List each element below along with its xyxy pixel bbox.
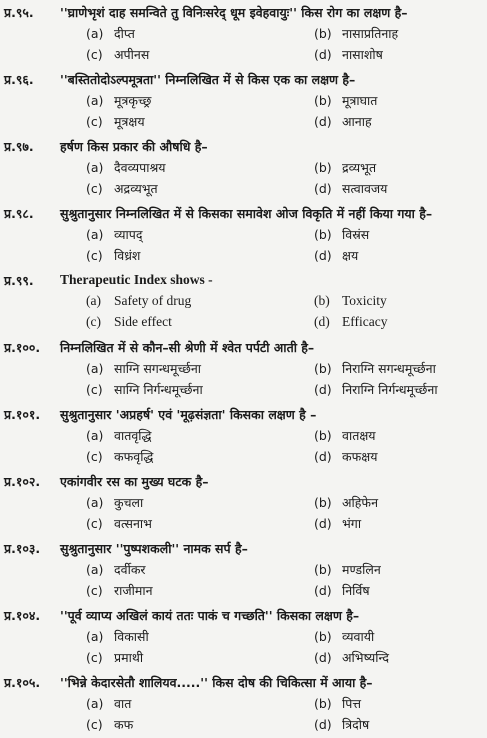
answer-option: [314, 314, 387, 330]
question-item: [0, 136, 487, 202]
answer-option: [314, 695, 361, 712]
option-label: (c): [86, 382, 103, 397]
option-text: वात: [114, 696, 132, 711]
question-item: [0, 337, 487, 403]
option-label: (a): [86, 562, 104, 577]
question-text: सुश्रुतानुसार 'अप्रहर्ष' एवं 'मूढ़संज्ञता' किसका लक्षण है –: [60, 407, 317, 422]
question-text: हर्षण किस प्रकार की औषधि है–: [60, 139, 208, 154]
option-text: मूत्राघात: [342, 93, 378, 108]
question-number: प्र.९९.: [4, 273, 34, 288]
question-text: ''घ्राणेभृशं दाह समन्विते तु विनिःसरेद् धूम इवेहवायुः'' किस रोग का लक्षण है–: [60, 5, 408, 20]
question-number: प्र.१०५.: [4, 675, 41, 690]
option-text: अद्रव्यभूत: [114, 181, 158, 196]
answer-option: [314, 494, 378, 511]
option-text: साग्नि निर्गन्धमूर्च्छना: [114, 382, 203, 397]
answer-option: [86, 159, 166, 176]
option-text: मूत्रकृच्छ्र: [114, 93, 152, 108]
answer-option: [86, 561, 146, 578]
option-text: वातवृद्धि: [114, 428, 152, 443]
question-item: [0, 672, 487, 738]
option-label: (c): [86, 47, 103, 62]
option-text: निराग्नि सगन्धमूर्च्छना: [342, 361, 436, 376]
option-label: (b): [314, 629, 332, 644]
question-text: Therapeutic Index shows -: [60, 272, 213, 287]
question-number: प्र.१०२.: [4, 474, 41, 489]
option-label: (a): [86, 361, 104, 376]
answer-option: [314, 448, 377, 465]
answer-option: [86, 113, 145, 130]
option-text: व्यवायी: [342, 629, 375, 644]
option-text: नासाप्रतिनाह: [342, 26, 399, 41]
option-label: (d): [314, 47, 332, 62]
option-text: दैवव्यपाश्रय: [114, 160, 166, 175]
question-number: प्र.९६.: [4, 72, 34, 87]
answer-option: [314, 649, 389, 666]
option-text: मण्डलिन: [342, 562, 381, 577]
option-label: (d): [314, 650, 332, 665]
option-label: (d): [314, 516, 332, 531]
question-item: [0, 404, 487, 470]
option-text: निराग्नि निर्गन्धमूर्च्छना: [342, 382, 438, 397]
option-label: (d): [314, 583, 332, 598]
option-label: (b): [314, 93, 332, 108]
option-label: (a): [86, 428, 104, 443]
option-label: (d): [314, 314, 330, 329]
option-text: व्यापद्: [114, 227, 143, 242]
option-text: भंगा: [342, 516, 362, 531]
option-label: (b): [314, 160, 332, 175]
option-text: Safety of drug: [114, 293, 192, 308]
answer-option: [314, 360, 436, 377]
question-text: एकांगवीर रस का मुख्य घटक है–: [60, 474, 209, 489]
question-item: [0, 203, 487, 269]
answer-option: [314, 381, 438, 398]
answer-option: [314, 25, 398, 42]
option-label: (c): [86, 181, 103, 196]
answer-option: [86, 695, 131, 712]
answer-option: [314, 247, 358, 264]
answer-option: [314, 582, 370, 599]
option-text: कफक्षय: [342, 449, 378, 464]
option-text: निर्विष: [342, 583, 370, 598]
option-label: (b): [314, 227, 332, 242]
answer-option: [86, 92, 151, 109]
option-text: विकासी: [114, 629, 149, 644]
option-label: (a): [86, 26, 104, 41]
option-text: Side effect: [114, 314, 172, 329]
option-text: आनाह: [342, 114, 372, 129]
option-label: (a): [86, 293, 101, 308]
question-number: प्र.९५.: [4, 5, 34, 20]
option-label: (d): [314, 449, 332, 464]
answer-option: [314, 226, 369, 243]
question-text: सुश्रुतानुसार निम्नलिखित में से किसका समावेश ओज विकृति में नहीं किया गया है–: [60, 206, 433, 221]
option-text: त्रिदोष: [342, 717, 370, 732]
answer-option: [86, 427, 152, 444]
option-text: साग्नि सगन्धमूर्च्छना: [114, 361, 201, 376]
answer-option: [86, 515, 152, 532]
option-text: क्षय: [342, 248, 359, 263]
option-text: प्रमाथी: [114, 650, 144, 665]
answer-option: [86, 448, 153, 465]
option-label: (c): [86, 650, 103, 665]
option-label: (b): [314, 495, 332, 510]
answer-option: [86, 494, 143, 511]
option-label: (a): [86, 696, 104, 711]
answer-option: [86, 25, 135, 42]
question-number: प्र.१०३.: [4, 541, 41, 556]
option-label: (d): [314, 181, 332, 196]
answer-option: [314, 427, 376, 444]
answer-option: [86, 360, 201, 377]
option-label: (d): [314, 717, 332, 732]
answer-option: [86, 293, 191, 309]
option-text: राजीमान: [114, 583, 153, 598]
option-label: (c): [86, 114, 103, 129]
option-text: द्रव्यभूत: [342, 160, 377, 175]
option-text: नासाशोष: [342, 47, 383, 62]
option-label: (c): [86, 583, 103, 598]
question-item: [0, 270, 487, 336]
option-text: Toxicity: [342, 293, 387, 308]
option-label: (d): [314, 114, 332, 129]
option-label: (a): [86, 93, 104, 108]
option-text: विध्रंश: [114, 248, 141, 263]
question-text: निम्नलिखित में से कौन–सी श्रेणी में श्वेत पर्पटी आती है–: [60, 340, 315, 355]
option-text: कफ: [114, 717, 134, 732]
option-label: (b): [314, 361, 332, 376]
answer-option: [86, 180, 158, 197]
question-text: सुश्रुतानुसार ''पुष्पशकली'' नामक सर्प है–: [60, 541, 248, 556]
option-text: दीप्त: [114, 26, 135, 41]
option-label: (c): [86, 516, 103, 531]
answer-option: [86, 716, 133, 733]
answer-option: [314, 293, 387, 309]
option-text: वत्सनाभ: [114, 516, 152, 531]
option-text: अपीनस: [114, 47, 150, 62]
option-label: (b): [314, 562, 332, 577]
option-text: अहिफेन: [342, 495, 379, 510]
answer-option: [86, 226, 143, 243]
answer-option: [314, 46, 383, 63]
question-item: [0, 69, 487, 135]
answer-option: [314, 92, 377, 109]
option-text: विस्रंस: [342, 227, 370, 242]
option-text: सत्वावजय: [342, 181, 388, 196]
question-number: प्र.९७.: [4, 139, 34, 154]
question-text: ''पूर्व व्याप्य अखिलं कायं ततः पाकं च गच्छति'' किसका लक्षण है–: [60, 608, 360, 623]
answer-option: [314, 113, 372, 130]
answer-option: [314, 180, 387, 197]
question-text: ''भिन्ने केदारसेतौ शालियव.....'' किस दोष की चिकित्सा में आया है–: [60, 675, 373, 690]
option-text: कुचला: [114, 495, 144, 510]
answer-option: [86, 46, 149, 63]
question-number: प्र.१०४.: [4, 608, 41, 623]
option-text: अभिष्यन्दि: [342, 650, 390, 665]
question-text: ''बस्तितोदोऽल्पमूत्रता'' निम्नलिखित में से किस एक का लक्षण है–: [60, 72, 356, 87]
question-item: [0, 471, 487, 537]
question-number: प्र.१००.: [4, 340, 41, 355]
option-label: (a): [86, 629, 104, 644]
option-label: (b): [314, 26, 332, 41]
question-item: [0, 2, 487, 68]
option-text: कफवृद्धि: [114, 449, 154, 464]
option-label: (c): [86, 717, 103, 732]
option-label: (b): [314, 696, 332, 711]
answer-option: [314, 561, 381, 578]
question-number: प्र.१०१.: [4, 407, 41, 422]
option-label: (a): [86, 227, 104, 242]
option-label: (d): [314, 382, 332, 397]
answer-option: [86, 314, 172, 330]
answer-option: [314, 628, 374, 645]
answer-option: [86, 247, 140, 264]
option-text: मूत्रक्षय: [114, 114, 145, 129]
answer-option: [314, 716, 369, 733]
option-text: Efficacy: [342, 314, 388, 329]
answer-option: [86, 628, 149, 645]
answer-option: [314, 515, 361, 532]
question-item: [0, 605, 487, 671]
option-label: (c): [86, 314, 101, 329]
question-item: [0, 538, 487, 604]
option-label: (c): [86, 449, 103, 464]
option-label: (b): [314, 428, 332, 443]
option-text: दर्वीकर: [114, 562, 146, 577]
question-number: प्र.९८.: [4, 206, 34, 221]
option-text: पित्त: [342, 696, 361, 711]
answer-option: [314, 159, 376, 176]
option-text: वातक्षय: [342, 428, 376, 443]
answer-option: [86, 582, 153, 599]
option-label: (c): [86, 248, 103, 263]
option-label: (d): [314, 248, 332, 263]
option-label: (a): [86, 160, 104, 175]
answer-option: [86, 649, 143, 666]
option-label: (b): [314, 293, 330, 308]
option-label: (a): [86, 495, 104, 510]
answer-option: [86, 381, 203, 398]
